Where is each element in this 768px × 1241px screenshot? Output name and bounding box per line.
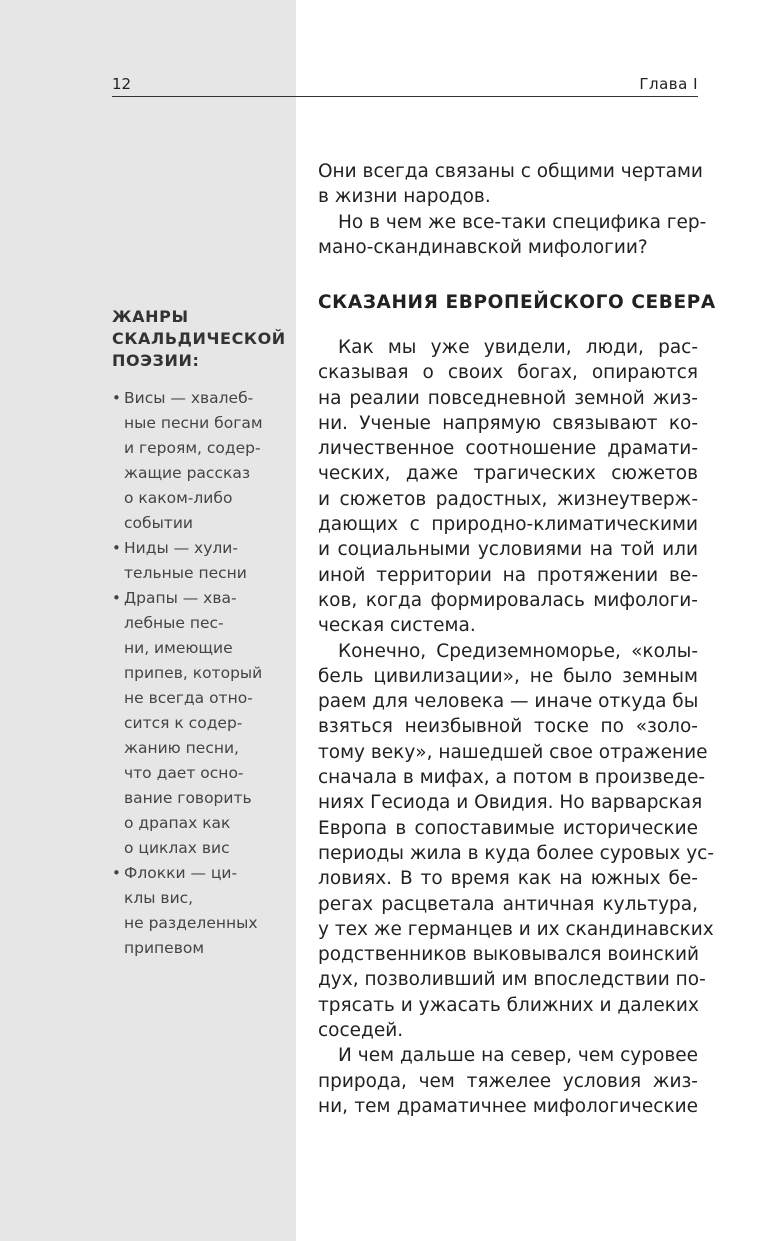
genre-line: Драпы — хва-: [124, 589, 237, 607]
intro-text: [318, 159, 707, 260]
text-line: раем для человека — иначе откуда бы: [318, 691, 699, 713]
bullet-icon: •: [112, 539, 121, 557]
body-text: [318, 335, 714, 1119]
text-line: периоды жила в куда более суровых ус-: [318, 842, 714, 864]
genre-line: лебные пес-: [124, 614, 224, 632]
genre-item-visy: [112, 386, 282, 536]
genre-line: Флокки — ци-: [124, 864, 238, 882]
sidebar-title: [112, 306, 286, 372]
text-line: личественное соотношение драмати-: [318, 438, 698, 460]
genre-line: ни, имеющие: [124, 639, 233, 657]
page-number: 12: [112, 75, 132, 93]
text-line: мано-скандинавской мифологии?: [318, 236, 648, 258]
bullet-icon: •: [112, 389, 121, 407]
genre-line: вание говорить: [124, 789, 252, 807]
genre-line: припевом: [124, 939, 205, 957]
text-line: у тех же германцев и их скандинавских: [318, 918, 714, 940]
genre-line: событии: [124, 514, 193, 532]
genre-line: о драпах как: [124, 814, 231, 832]
text-line: ловиях. В то время как на южных бе-: [318, 868, 698, 890]
genre-item-nidy: [112, 536, 282, 586]
genre-line: жанию песни,: [124, 739, 239, 757]
text-line: регах расцветала античная культура,: [318, 893, 698, 915]
text-line: в жизни народов.: [318, 186, 491, 208]
genre-line: что дает осно-: [124, 764, 244, 782]
text-line: сказывая о своих богах, опираются: [318, 362, 698, 384]
genre-line: Ниды — хули-: [124, 539, 238, 557]
chapter-title: Глава I: [639, 75, 698, 93]
text-line: дающих с природно-климатическими: [318, 514, 698, 536]
genre-line: о циклах вис: [124, 839, 230, 857]
sidebar-title-line: СКАЛЬДИЧЕСКОЙ: [112, 329, 286, 348]
text-line: и социальными условиями на той или: [318, 539, 698, 561]
genre-item-drapy: [112, 586, 282, 861]
text-line: взяться неизбывной тоске по «золо-: [318, 716, 698, 738]
text-line: соседей.: [318, 1020, 404, 1042]
bullet-icon: •: [112, 589, 121, 607]
genre-line: не разделенных: [124, 914, 258, 932]
text-line: и сюжетов радостных, жизнеутверж-: [318, 488, 698, 510]
text-line: ческих, даже трагических сюжетов: [318, 463, 698, 485]
genre-line: тельные песни: [124, 564, 247, 582]
text-line: Конечно, Средиземноморье, «колы-: [338, 640, 698, 662]
text-line: на реалии повседневной земной жиз-: [318, 387, 698, 409]
text-line: природа, чем тяжелее условия жиз-: [318, 1070, 698, 1092]
text-line: иной территории на протяжении ве-: [318, 564, 698, 586]
genre-line: о каком-либо: [124, 489, 233, 507]
section-heading: СКАЗАНИЯ ЕВРОПЕЙСКОГО СЕВЕРА: [318, 292, 716, 313]
sidebar-box: [112, 306, 286, 961]
text-line: тому веку», нашедшей свое отражение: [318, 741, 708, 763]
text-line: ни, тем драматичнее мифологические: [318, 1095, 698, 1117]
text-line: ческая система.: [318, 615, 476, 637]
text-line: ни. Ученые напрямую связывают ко-: [318, 412, 698, 434]
sidebar-title-line: ПОЭЗИИ:: [112, 351, 200, 370]
sidebar-title-line: ЖАНРЫ: [112, 307, 189, 326]
text-line: И чем дальше на север, чем суровее: [338, 1045, 698, 1067]
text-line: Но в чем же все-таки специфика гер-: [338, 211, 707, 233]
text-line: бель цивилизации», не было земным: [318, 665, 698, 687]
genre-line: ные песни богам: [124, 414, 263, 432]
genre-line: и героям, содер-: [124, 439, 261, 457]
genre-item-flokki: [112, 861, 282, 961]
genre-list: [112, 386, 282, 961]
text-line: Как мы уже увидели, люди, рас-: [338, 337, 698, 358]
genre-line: жащие рассказ: [124, 464, 251, 482]
text-line: Они всегда связаны с общими чертами: [318, 161, 703, 182]
text-line: ков, когда формировалась мифологи-: [318, 589, 698, 611]
genre-line: клы вис,: [124, 889, 194, 907]
bullet-icon: •: [112, 864, 121, 882]
genre-line: Висы — хвалеб-: [124, 389, 254, 407]
text-line: дух, позволивший им впоследствии по-: [318, 969, 706, 991]
genre-line: сится к содер-: [124, 714, 243, 732]
text-line: сначала в мифах, а потом в произведе-: [318, 767, 706, 789]
text-line: ниях Гесиода и Овидия. Но варварская: [318, 792, 703, 814]
genre-line: не всегда отно-: [124, 689, 253, 707]
page-header: [112, 74, 698, 97]
text-line: родственников выковывался воинский: [318, 944, 700, 966]
genre-line: припев, который: [124, 664, 263, 682]
text-line: Европа в сопоставимые исторические: [318, 817, 698, 839]
text-line: трясать и ужасать ближних и далеких: [318, 994, 699, 1016]
